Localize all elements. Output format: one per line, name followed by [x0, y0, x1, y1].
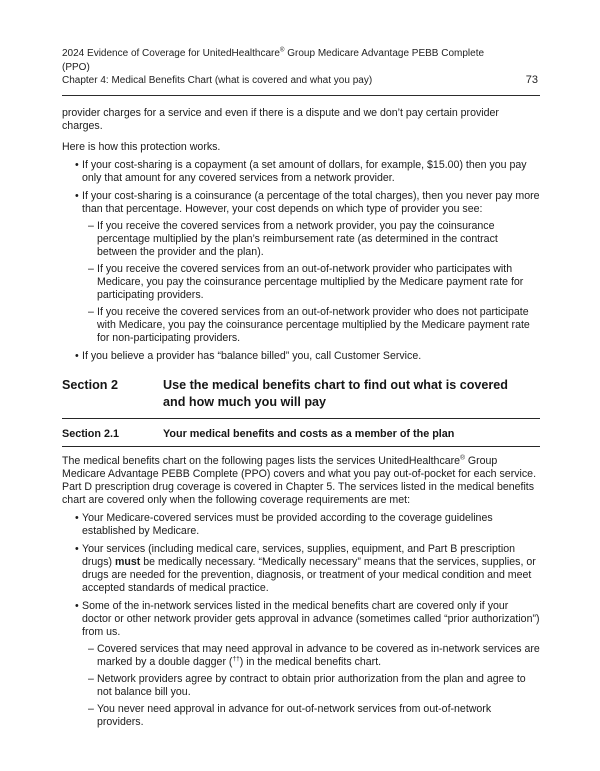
- section-title: [163, 377, 540, 412]
- paragraph: Here is how this protection works.: [62, 140, 221, 153]
- dash-icon: –: [88, 262, 94, 275]
- subsection-title: [163, 427, 540, 441]
- paragraph: provider charges for a service and even if there is a dispute and we don’t pay certain provider charges.: [62, 106, 499, 132]
- sub-list-item-text: Covered services that may need approval in advance to be covered as in-network services are marked by a double dagger (††) in the medical benefits chart.: [97, 642, 540, 668]
- list-item: [75, 600, 540, 729]
- list-item-text: Some of the in-network services listed in the medical benefits chart are covered only if your doctor or other network provider gets approval in advance (sometimes called “prior authorization”) from us.: [82, 599, 540, 638]
- list-item: [75, 350, 540, 363]
- sub-list-item: [88, 263, 540, 302]
- subsection-heading: [62, 427, 540, 447]
- bullet-list: [62, 512, 540, 729]
- section-title-line: Use the medical benefits chart to find out what is covered: [163, 377, 508, 392]
- section-label: Section 2: [62, 377, 118, 392]
- subsection-title-line: Your medical benefits and costs as a member of the plan: [163, 427, 455, 440]
- header-title-line: 2024 Evidence of Coverage for UnitedHealthcare® Group Medicare Advantage PEBB Complete: [62, 46, 485, 59]
- dash-icon: –: [88, 672, 94, 685]
- sub-list-item: [88, 220, 540, 259]
- dash-icon: –: [88, 642, 94, 655]
- list-item-text: Your services (including medical care, services, supplies, equipment, and Part B prescription drugs) must be medically necessary. “Medically necessary” means that the services, supplies, or drugs are needed for the prevention, diagnosis, or treatment of your medical condition and meet accepted standards of medical practice.: [82, 542, 536, 594]
- bullet-icon: •: [75, 158, 79, 171]
- sub-list-item-text: You never need approval in advance for out-of-network services from out-of-network providers.: [97, 702, 492, 728]
- list-item-text: Your Medicare-covered services must be provided according to the coverage guidelines established by Medicare.: [82, 511, 493, 537]
- page-header: [62, 47, 540, 96]
- paragraph: The medical benefits chart on the following pages lists the services UnitedHealthcare® Group Medicare Advantage PEBB Complete (PPO) covers and what you pay out-of-pocket for each service. Part D prescription drug coverage is covered in Chapter 5. The services listed in the medical benefits chart are covered only when the following coverage requirements are met:: [62, 453, 537, 506]
- sub-list-item: [88, 673, 540, 699]
- sub-list-item-text: Network providers agree by contract to obtain prior authorization from the plan and agree to not balance bill you.: [97, 672, 526, 698]
- subsection-label: Section 2.1: [62, 427, 120, 440]
- header-title-line2: (PPO): [62, 61, 90, 73]
- bullet-icon: •: [75, 349, 79, 362]
- dash-icon: –: [88, 702, 94, 715]
- sub-list-item: [88, 643, 540, 669]
- list-item-text: If you believe a provider has “balance billed” you, call Customer Service.: [82, 349, 422, 362]
- bullet-icon: •: [75, 599, 79, 612]
- dash-icon: –: [88, 305, 94, 318]
- header-chapter-line: Chapter 4: Medical Benefits Chart (what is covered and what you pay): [62, 75, 373, 86]
- section-title-line: and how much you will pay: [163, 395, 327, 409]
- sub-list-item-text: If you receive the covered services from an out-of-network provider who does not participate with Medicare, you pay the coinsurance percentage multiplied by the Medicare payment rate for non-participating providers.: [97, 305, 530, 344]
- bullet-icon: •: [75, 511, 79, 524]
- list-item-text: If your cost-sharing is a copayment (a set amount of dollars, for example, $15.00) then you pay only that amount for any covered services from a network provider.: [82, 158, 527, 184]
- list-item: [75, 190, 540, 345]
- list-item: [75, 159, 540, 185]
- list-item: [75, 512, 540, 538]
- dash-icon: –: [88, 219, 94, 232]
- list-item-text: If your cost-sharing is a coinsurance (a percentage of the total charges), then you never pay more than that percentage. However, your cost depends on which type of provider you see:: [82, 189, 540, 215]
- bullet-icon: •: [75, 189, 79, 202]
- document-body: [62, 96, 540, 729]
- sub-list-item-text: If you receive the covered services from an out-of-network provider who participates with Medicare, you pay the coinsurance percentage multiplied by the Medicare payment rate for participating providers.: [97, 262, 524, 301]
- bullet-icon: •: [75, 542, 79, 555]
- page-number: 73: [525, 74, 538, 86]
- list-item: [75, 543, 540, 595]
- bullet-list: [62, 159, 540, 363]
- sub-list-item: [88, 703, 540, 729]
- sub-list-item: [88, 306, 540, 345]
- section-heading: [62, 377, 540, 419]
- sub-list-item-text: If you receive the covered services from a network provider, you pay the coinsurance percentage multiplied by the plan’s reimbursement rate (as determined in the contract between the provider and the plan).: [97, 219, 498, 258]
